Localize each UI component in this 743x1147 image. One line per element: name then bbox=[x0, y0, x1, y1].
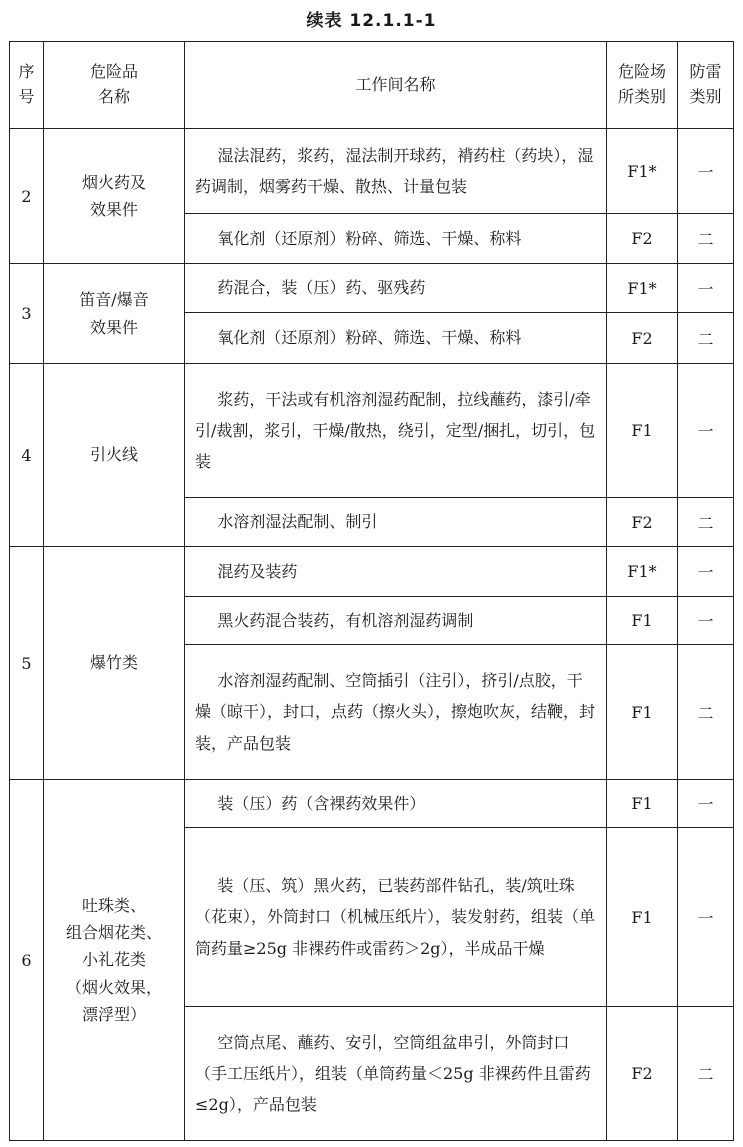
group-no: 3 bbox=[10, 264, 44, 364]
lightning-cell: 一 bbox=[678, 264, 734, 313]
group-name-line: 引火线 bbox=[89, 445, 138, 465]
workshop-cell: 氧化剂（还原剂）粉碎、筛选、干燥、称料 bbox=[185, 214, 607, 264]
table-row bbox=[10, 364, 734, 498]
header-product-line-2: 名称 bbox=[97, 87, 130, 106]
header-hazard bbox=[607, 42, 678, 129]
group-no: 4 bbox=[10, 364, 44, 547]
workshop-cell: 空筒点尾、蘸药、安引，空筒组盆串引，外筒封口（手工压纸片），组装（单筒药量＜25g 非裸药件且雷药≤2g），产品包装 bbox=[185, 1007, 607, 1141]
lightning-cell: 一 bbox=[678, 597, 734, 645]
lightning-cell: 一 bbox=[678, 364, 734, 498]
workshop-cell: 装（压）药（含裸药效果件） bbox=[185, 780, 607, 828]
header-row bbox=[10, 42, 734, 129]
workshop-cell: 药混合，装（压）药、驱残药 bbox=[185, 264, 607, 313]
header-lightning-line-1: 防雷 bbox=[689, 62, 722, 82]
header-no-line-1: 序 bbox=[18, 62, 35, 82]
hazard-cell: F1 bbox=[607, 645, 678, 780]
lightning-cell: 二 bbox=[678, 498, 734, 547]
hazard-classification-table bbox=[9, 41, 734, 1141]
table-row bbox=[10, 129, 734, 214]
group-name bbox=[44, 780, 185, 1141]
header-no-line-2: 号 bbox=[18, 87, 35, 106]
header-lightning bbox=[678, 42, 734, 129]
hazard-cell: F1 bbox=[607, 597, 678, 645]
lightning-cell: 二 bbox=[678, 313, 734, 364]
lightning-cell: 一 bbox=[678, 780, 734, 828]
group-name-line: 吐珠类、 bbox=[81, 896, 146, 916]
hazard-cell: F1 bbox=[607, 364, 678, 498]
table-title: 续表 12.1.1-1 bbox=[306, 11, 437, 31]
lightning-cell: 一 bbox=[678, 129, 734, 214]
group-name-line: 小礼花类 bbox=[81, 950, 146, 970]
workshop-cell: 黑火药混合装药，有机溶剂湿药调制 bbox=[185, 597, 607, 645]
group-name-line: 效果件 bbox=[89, 200, 138, 219]
header-hazard-line-1: 危险场 bbox=[617, 62, 666, 82]
table-row bbox=[10, 264, 734, 313]
hazard-cell: F1 bbox=[607, 828, 678, 1007]
group-name bbox=[44, 364, 185, 547]
group-name-line: 烟火药及 bbox=[81, 172, 146, 192]
table-row bbox=[10, 547, 734, 597]
hazard-cell: F1* bbox=[607, 129, 678, 214]
workshop-cell: 氧化剂（还原剂）粉碎、筛选、干燥、称料 bbox=[185, 313, 607, 364]
hazard-cell: F2 bbox=[607, 498, 678, 547]
lightning-cell: 一 bbox=[678, 828, 734, 1007]
hazard-cell: F1 bbox=[607, 780, 678, 828]
group-name-line: 笛音/爆音 bbox=[79, 290, 149, 310]
hazard-cell: F2 bbox=[607, 1007, 678, 1141]
hazard-cell: F1* bbox=[607, 547, 678, 597]
workshop-cell: 水溶剂湿法配制、制引 bbox=[185, 498, 607, 547]
lightning-cell: 二 bbox=[678, 214, 734, 264]
group-no: 6 bbox=[10, 780, 44, 1141]
group-name bbox=[44, 264, 185, 364]
workshop-cell: 水溶剂湿药配制、空筒插引（注引），挤引/点胶，干燥（晾干），封口，点药（擦火头），擦炮吹灰，结鞭，封装，产品包装 bbox=[185, 645, 607, 780]
group-name-line: 效果件 bbox=[89, 317, 138, 337]
workshop-cell: 混药及装药 bbox=[185, 547, 607, 597]
hazard-cell: F2 bbox=[607, 313, 678, 364]
lightning-cell: 二 bbox=[678, 645, 734, 780]
hazard-cell: F1* bbox=[607, 264, 678, 313]
header-product bbox=[44, 42, 185, 129]
group-name-line: （烟火效果， bbox=[65, 977, 162, 997]
group-name bbox=[44, 129, 185, 264]
group-name-line: 爆竹类 bbox=[89, 653, 138, 673]
header-no bbox=[10, 42, 44, 129]
group-no: 2 bbox=[10, 129, 44, 264]
header-lightning-line-2: 类别 bbox=[689, 87, 722, 106]
lightning-cell: 一 bbox=[678, 547, 734, 597]
group-name-line: 漂浮型） bbox=[81, 1004, 146, 1024]
lightning-cell: 二 bbox=[678, 1007, 734, 1141]
workshop-cell: 浆药，干法或有机溶剂湿药配制，拉线蘸药，漆引/牵引/裁割，浆引，干燥/散热，绕引，定型/捆扎，切引，包装 bbox=[185, 364, 607, 498]
hazard-cell: F2 bbox=[607, 214, 678, 264]
header-product-line-1: 危险品 bbox=[89, 62, 138, 82]
group-name bbox=[44, 547, 185, 780]
table-row bbox=[10, 780, 734, 828]
group-name-line: 组合烟花类、 bbox=[65, 923, 162, 943]
header-hazard-line-2: 所类别 bbox=[617, 87, 666, 106]
workshop-cell: 湿法混药，浆药，湿法制开球药，褙药柱（药块），湿药调制，烟雾药干燥、散热、计量包装 bbox=[185, 129, 607, 214]
group-no: 5 bbox=[10, 547, 44, 780]
header-workshop: 工作间名称 bbox=[185, 42, 607, 129]
workshop-cell: 装（压、筑）黑火药，已装药部件钻孔，装/筑吐珠（花束），外筒封口（机械压纸片），装发射药，组装（单筒药量≥25g 非裸药件或雷药＞2g），半成品干燥 bbox=[185, 828, 607, 1007]
